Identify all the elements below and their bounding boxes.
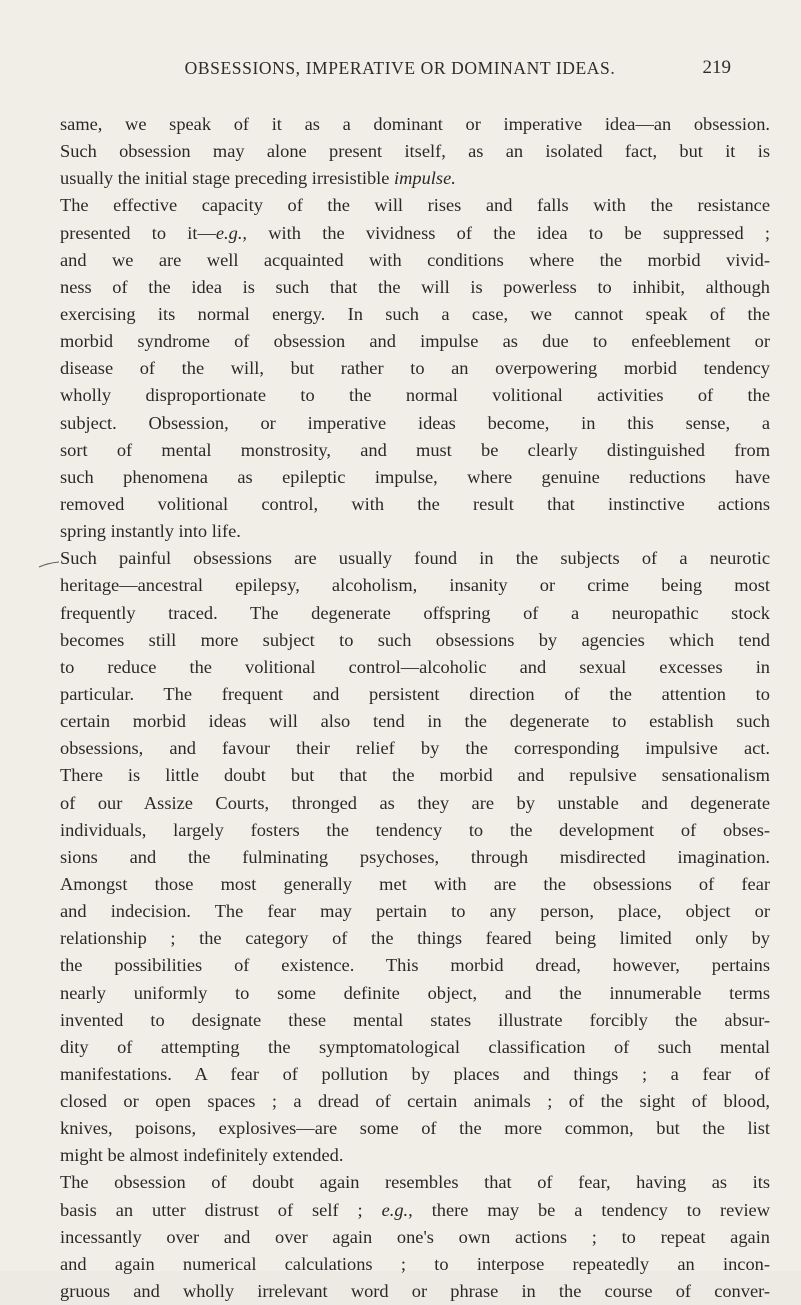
- text-line: invented to designate these mental states illustrate forcibly the absur-: [60, 1009, 770, 1030]
- body-text: [60, 111, 770, 1305]
- text-line: The effective capacity of the will rises and falls with the resistance: [60, 195, 770, 216]
- text-line: exercising its normal energy. In such a case, we cannot speak of the: [60, 303, 770, 324]
- text-line: obsessions, and favour their relief by the corresponding impulsive act.: [60, 738, 770, 759]
- text-line: gruous and wholly irrelevant word or phrase in the course of conver-: [60, 1281, 770, 1302]
- page-number: 219: [702, 57, 731, 78]
- text-line: sions and the fulminating psychoses, through misdirected imagination.: [60, 846, 770, 867]
- text-line: incessantly over and over again one's own actions ; to repeat again: [60, 1226, 770, 1247]
- text-line: presented to it—e.g., with the vividness of the idea to be suppressed ;: [60, 222, 770, 243]
- text-line: manifestations. A fear of pollution by places and things ; a fear of: [60, 1063, 770, 1084]
- italic-abbrev: e.g.,: [381, 1199, 413, 1220]
- italic-abbrev: e.g.,: [215, 222, 248, 243]
- text-line: might be almost indefinitely extended.: [60, 1145, 344, 1166]
- text-line: Amongst those most generally met with are the obsessions of fear: [60, 873, 770, 894]
- text-line: of our Assize Courts, thronged as they are by unstable and degenerate: [60, 792, 770, 813]
- text-line: and again numerical calculations ; to interpose repeatedly an incon-: [60, 1253, 770, 1274]
- text-line: ness of the idea is such that the will is powerless to inhibit, although: [60, 276, 770, 297]
- running-head: OBSESSIONS, IMPERATIVE OR DOMINANT IDEAS.: [184, 58, 616, 78]
- text-line: certain morbid ideas will also tend in the degenerate to establish such: [60, 711, 770, 732]
- text-line: Such painful obsessions are usually found in the subjects of a neurotic: [60, 548, 770, 569]
- text-line: and indecision. The fear may pertain to any person, place, object or: [60, 901, 770, 922]
- text-line: There is little doubt but that the morbid and repulsive sensationalism: [60, 765, 770, 786]
- text-line: such phenomena as epileptic impulse, where genuine reductions have: [60, 466, 770, 487]
- text-line: heritage—ancestral epilepsy, alcoholism, insanity or crime being most: [60, 575, 770, 596]
- text-line: sort of mental monstrosity, and must be clearly distinguished from: [60, 439, 770, 460]
- text-line: basis an utter distrust of self ; e.g., there may be a tendency to review: [60, 1199, 770, 1220]
- text-line: and we are well acquainted with conditions where the morbid vivid-: [60, 249, 770, 270]
- text-line: usually the initial stage preceding irresistible impulse.: [60, 168, 456, 189]
- italic-word: impulse.: [394, 168, 456, 189]
- text-line: closed or open spaces ; a dread of certain animals ; of the sight of blood,: [60, 1091, 770, 1112]
- margin-pencil-mark: [38, 561, 60, 569]
- text-line: the possibilities of existence. This morbid dread, however, pertains: [60, 955, 770, 976]
- text-line: subject. Obsession, or imperative ideas become, in this sense, a: [60, 412, 770, 433]
- text-line: morbid syndrome of obsession and impulse as due to enfeeblement or: [60, 331, 770, 352]
- text-line: disease of the will, but rather to an overpowering morbid tendency: [60, 358, 770, 379]
- text-line: to reduce the volitional control—alcoholic and sexual excesses in: [60, 656, 770, 677]
- text-line: The obsession of doubt again resembles that of fear, having as its: [60, 1172, 770, 1193]
- text-line: removed volitional control, with the result that instinctive actions: [60, 493, 770, 514]
- text-line: Such obsession may alone present itself, as an isolated fact, but it is: [60, 141, 770, 162]
- text-line: becomes still more subject to such obsessions by agencies which tend: [60, 629, 770, 650]
- text-line: dity of attempting the symptomatological classification of such mental: [60, 1036, 770, 1057]
- text-line: knives, poisons, explosives—are some of the more common, but the list: [60, 1118, 770, 1139]
- text-line: frequently traced. The degenerate offspring of a neuropathic stock: [60, 602, 770, 623]
- text-line: relationship ; the category of the things feared being limited only by: [60, 928, 770, 949]
- text-line: spring instantly into life.: [60, 521, 241, 542]
- text-line: wholly disproportionate to the normal volitional activities of the: [60, 385, 770, 406]
- text-line: nearly uniformly to some definite object, and the innumerable terms: [60, 982, 770, 1003]
- text-line: individuals, largely fosters the tendency to the development of obses-: [60, 819, 770, 840]
- text-line: particular. The frequent and persistent direction of the attention to: [60, 683, 770, 704]
- text-line: same, we speak of it as a dominant or imperative idea—an obsession.: [60, 114, 770, 134]
